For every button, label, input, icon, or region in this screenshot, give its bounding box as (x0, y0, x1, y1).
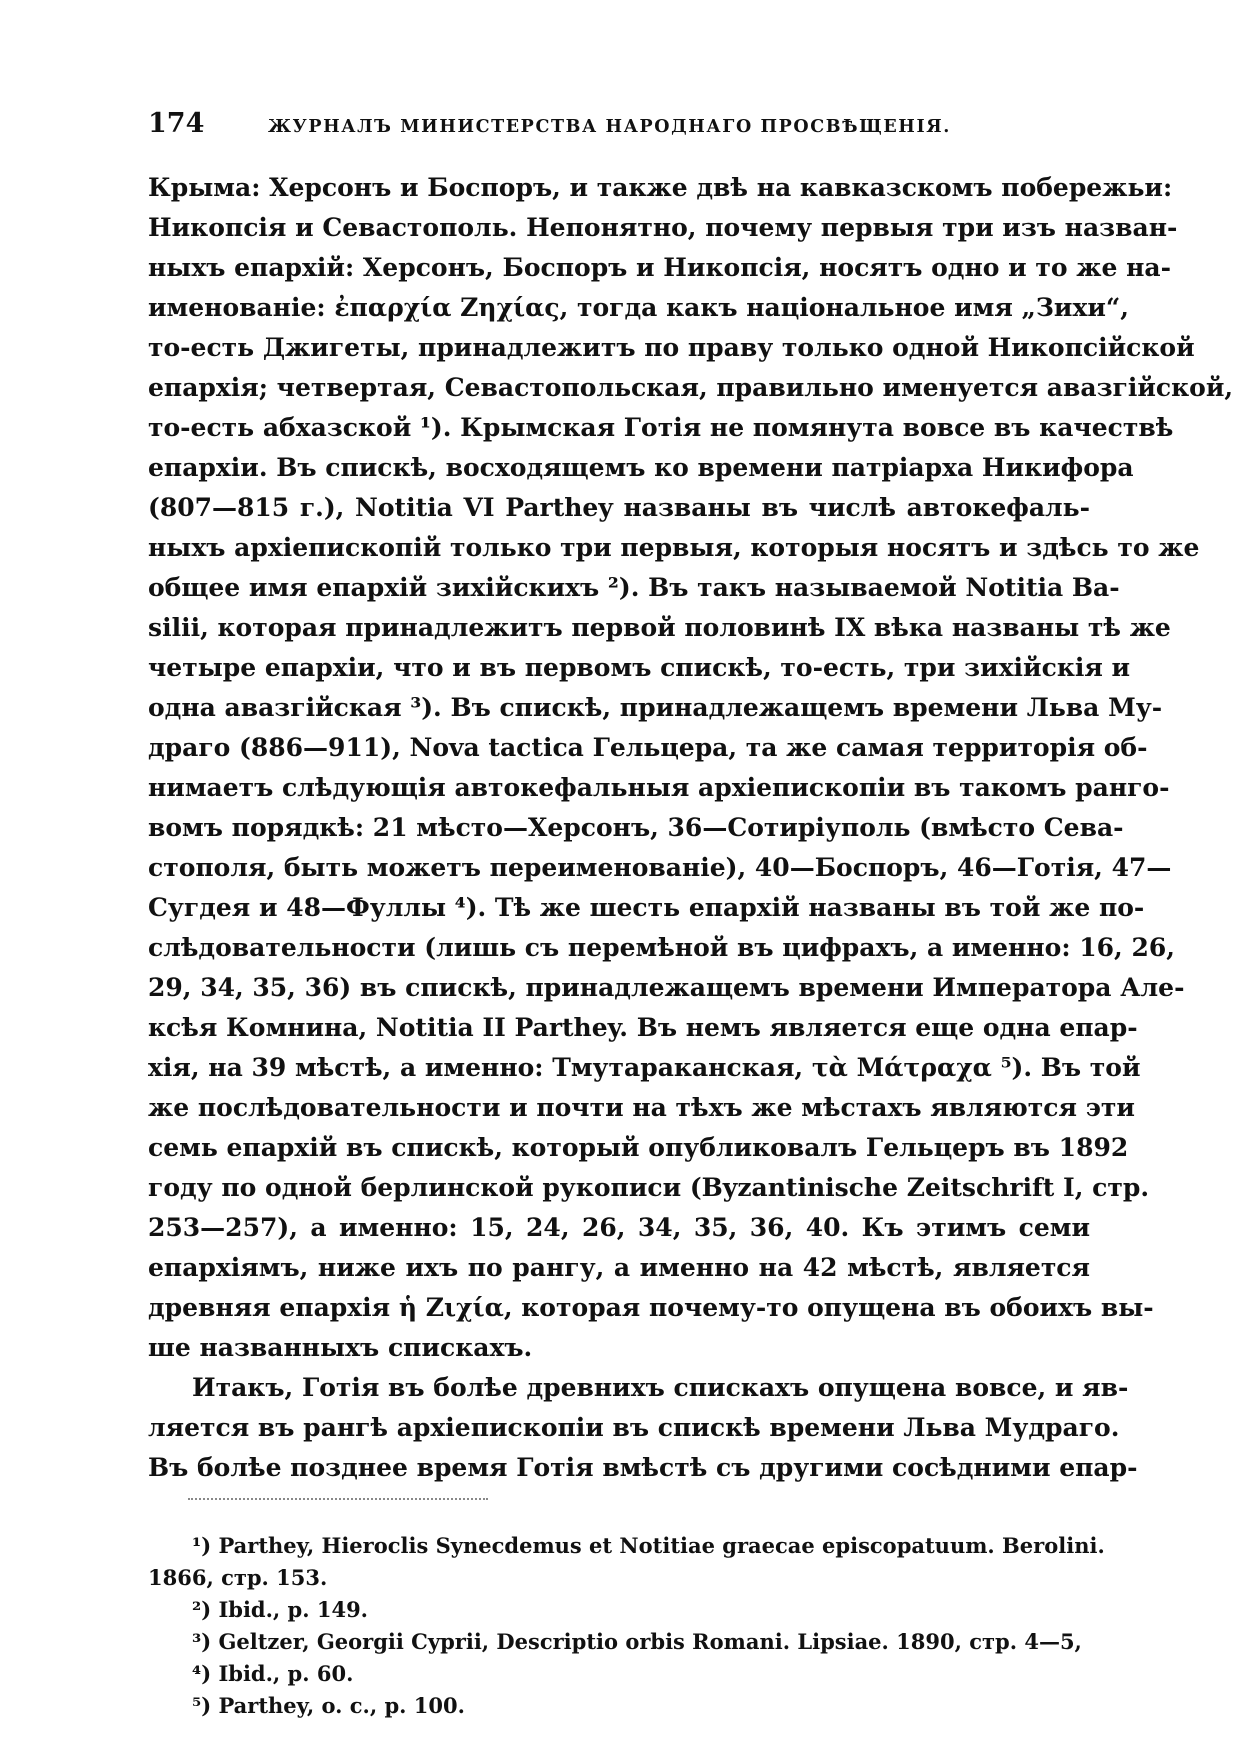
text-line: стополя, быть можетъ переименованіе), 40—Боспоръ, 46—Готія, 47— (148, 853, 1172, 882)
paragraph-1 (148, 168, 1234, 1368)
text-line: древняя епархія ἡ Ζιχία, которая почему-то опущена въ обоихъ вы- (148, 1293, 1154, 1322)
footnote-1: ¹) Parthey, Hieroclis Synecdemus et Notitiae graecae episcopatuum. Berolini. (192, 1533, 1105, 1558)
main-text (148, 168, 1234, 1488)
text-line: то-есть абхазской ¹). Крымская Готія не помянута вовсе въ качествѣ (148, 413, 1174, 442)
footnotes (148, 1530, 1105, 1722)
text-line: епархіи. Въ спискѣ, восходящемъ ко времени патріарха Никифора (148, 453, 1134, 482)
text-line: 29, 34, 35, 36) въ спискѣ, принадлежащемъ времени Императора Але- (148, 973, 1185, 1002)
text-line: Никопсія и Севастополь. Непонятно, почему первыя три изъ назван- (148, 213, 1178, 242)
page-number: 174 (148, 108, 205, 139)
text-line: Въ болѣе позднее время Готія вмѣстѣ съ другими сосѣдними епар- (148, 1453, 1138, 1482)
text-line: ляется въ рангѣ архіепископіи въ спискѣ времени Льва Мудраго. (148, 1413, 1120, 1442)
book-page (148, 108, 1234, 1722)
text-line: вомъ порядкѣ: 21 мѣсто—Херсонъ, 36—Сотиріуполь (вмѣсто Сева- (148, 813, 1124, 842)
text-line: одна авазгійская ³). Въ спискѣ, принадлежащемъ времени Льва Му- (148, 693, 1163, 722)
footnote-3: ³) Geltzer, Georgii Cyprii, Descriptio orbis Romani. Lipsiae. 1890, стр. 4—5, (192, 1629, 1082, 1654)
text-line: слѣдовательности (лишь съ перемѣной въ цифрахъ, а именно: 16, 26, (148, 933, 1175, 962)
text-line: ше названныхъ спискахъ. (148, 1333, 533, 1362)
text-line: 253—257), а именно: 15, 24, 26, 34, 35, 36, 40. Къ этимъ семи (148, 1213, 1090, 1242)
journal-title: ЖУРНАЛЪ МИНИСТЕРСТВА НАРОДНАГО ПРОСВѢЩЕНІЯ. (268, 117, 951, 137)
text-line: ксѣя Комнина, Notitia II Parthey. Въ немъ является еще одна епар- (148, 1013, 1138, 1042)
text-line: Итакъ, Готія въ болѣе древнихъ спискахъ опущена вовсе, и яв- (192, 1373, 1129, 1402)
text-line: ныхъ архіепископій только три первыя, которыя носятъ и здѣсь то же (148, 533, 1200, 562)
text-line: общее имя епархій зихійскихъ ²). Въ такъ называемой Notitia Ba- (148, 573, 1120, 602)
text-line: драго (886—911), Nova tactica Гельцера, та же самая территорія об- (148, 733, 1148, 762)
text-line: именованіе: ἐπαρχία Ζηχίας, тогда какъ національное имя „Зихи“, (148, 293, 1129, 322)
text-line: епархія; четвертая, Севастопольская, правильно именуется авазгійской, (148, 373, 1234, 402)
text-line: (807—815 г.), Notitia VI Parthey названы въ числѣ автокефаль- (148, 493, 1090, 522)
text-line: семь епархій въ спискѣ, который опубликовалъ Гельцеръ въ 1892 (148, 1133, 1129, 1162)
text-line: Сугдея и 48—Фуллы ⁴). Тѣ же шесть епархій названы въ той же по- (148, 893, 1145, 922)
text-line: же послѣдовательности и почти на тѣхъ же мѣстахъ являются эти (148, 1093, 1135, 1122)
footnote-5: ⁵) Parthey, o. c., p. 100. (192, 1693, 465, 1718)
paragraph-2 (148, 1368, 1138, 1488)
text-line: Крыма: Херсонъ и Боспоръ, и также двѣ на кавказскомъ побережьи: (148, 173, 1173, 202)
text-line: хія, на 39 мѣстѣ, а именно: Тмутараканская, τὰ Μάτραχα ⁵). Въ той (148, 1053, 1141, 1082)
text-line: ныхъ епархій: Херсонъ, Боспоръ и Никопсія, носятъ одно и то же на- (148, 253, 1171, 282)
text-line: то-есть Джигеты, принадлежитъ по праву только одной Никопсійской (148, 333, 1195, 362)
footnote-1-continued: 1866, стр. 153. (148, 1565, 328, 1590)
footnote-separator (188, 1498, 488, 1502)
text-line: епархіямъ, ниже ихъ по рангу, а именно на 42 мѣстѣ, является (148, 1253, 1090, 1282)
text-line: четыре епархіи, что и въ первомъ спискѣ, то-есть, три зихійскія и (148, 653, 1131, 682)
footnote-2: ²) Ibid., p. 149. (192, 1597, 368, 1622)
text-line: silii, которая принадлежитъ первой половинѣ IX вѣка названы тѣ же (148, 613, 1171, 642)
text-line: нимаетъ слѣдующія автокефальныя архіепископіи въ такомъ ранго- (148, 773, 1170, 802)
footnote-4: ⁴) Ibid., p. 60. (192, 1661, 354, 1686)
text-line: году по одной берлинской рукописи (Byzantinische Zeitschrift I, стр. (148, 1173, 1150, 1202)
running-head (148, 108, 1090, 152)
